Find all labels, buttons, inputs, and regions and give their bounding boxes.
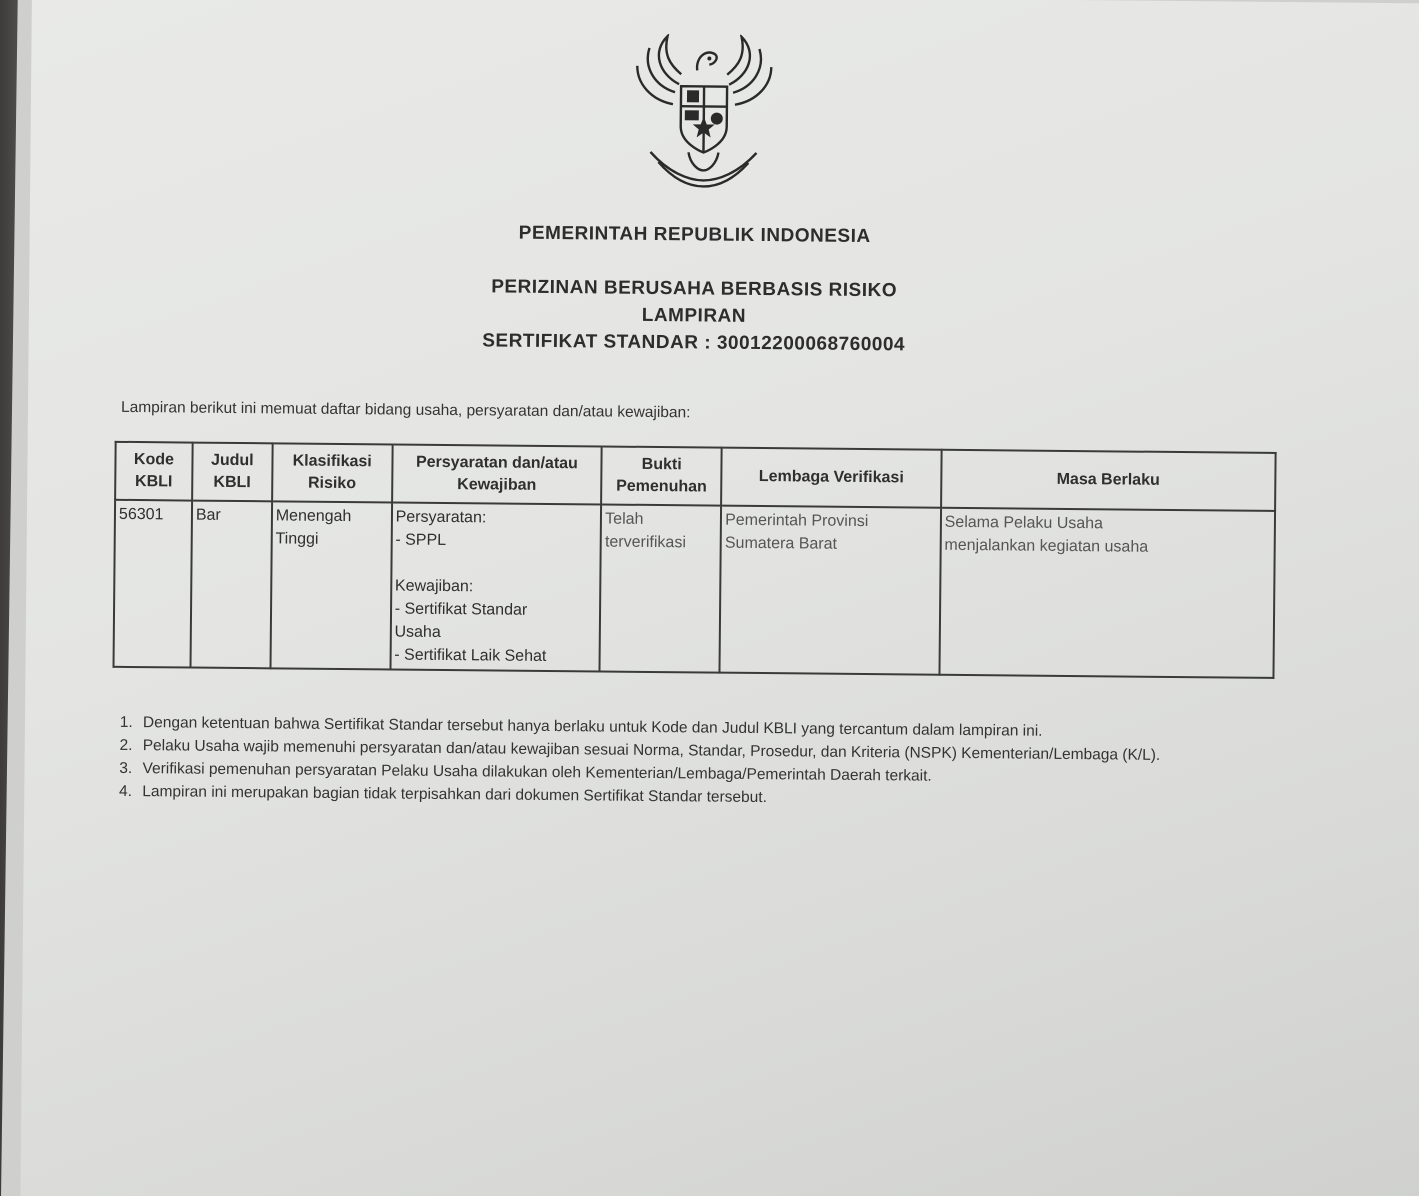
cell-lembaga: Pemerintah Provinsi Sumatera Barat — [720, 506, 941, 675]
notes-list — [100, 711, 1307, 815]
header-klasifikasi-risiko: Klasifikasi Risiko — [272, 443, 392, 502]
document-title: PERIZINAN BERUSAHA BERBASIS RISIKO — [491, 276, 898, 302]
government-heading: PEMERINTAH REPUBLIK INDONESIA — [518, 222, 871, 248]
certificate-number: SERTIFIKAT STANDAR : 30012200068760004 — [482, 330, 906, 356]
document-page — [20, 0, 1419, 1196]
cell-judul: Bar — [190, 501, 271, 669]
cell-masa: Selama Pelaku Usaha menjalankan kegiatan usaha — [939, 508, 1275, 678]
header-masa-berlaku: Masa Berlaku — [941, 450, 1276, 511]
garuda-emblem-icon — [628, 34, 780, 195]
cell-kode: 56301 — [114, 500, 193, 668]
table-row — [114, 500, 1276, 678]
header-kode-kbli: Kode KBLI — [115, 442, 192, 501]
note-item: 2. Pelaku Usaha wajib memenuhi persyaratan dan/atau kewajiban sesuai Norma, Standar, Prosedur, dan Kriteria (NSPK) Kementerian/Lembaga (K/L). — [137, 734, 1307, 768]
header-lembaga-verifikasi: Lembaga Verifikasi — [721, 448, 941, 508]
header-bukti-pemenuhan: Bukti Pemenuhan — [601, 446, 721, 505]
cell-persyaratan: Persyaratan: - SPPL Kewajiban: - Sertifikat Standar Usaha - Sertifikat Laik Sehat — [390, 502, 601, 671]
cell-bukti: Telah terverifikasi — [600, 504, 722, 672]
license-table — [112, 441, 1276, 679]
header-judul-kbli: Judul KBLI — [192, 443, 272, 502]
note-item: 3. Verifikasi pemenuhan persyaratan Pelaku Usaha dilakukan oleh Kementerian/Lembaga/Pemerintah Daerah terkait. — [136, 757, 1306, 791]
header-persyaratan: Persyaratan dan/atau Kewajiban — [392, 444, 602, 504]
document-subtitle: LAMPIRAN — [641, 304, 747, 327]
cell-klasifikasi: Menengah Tinggi — [270, 501, 391, 669]
note-item: 4. Lampiran ini merupakan bagian tidak terpisahkan dari dokumen Sertifikat Standar tersebut. — [136, 780, 1306, 814]
note-item: 1. Dengan ketentuan bahwa Sertifikat Standar tersebut hanya berlaku untuk Kode dan Judul KBLI yang tercantum dalam lampiran ini. — [137, 711, 1307, 745]
intro-text: Lampiran berikut ini memuat daftar bidang usaha, persyaratan dan/atau kewajiban: — [120, 398, 691, 422]
